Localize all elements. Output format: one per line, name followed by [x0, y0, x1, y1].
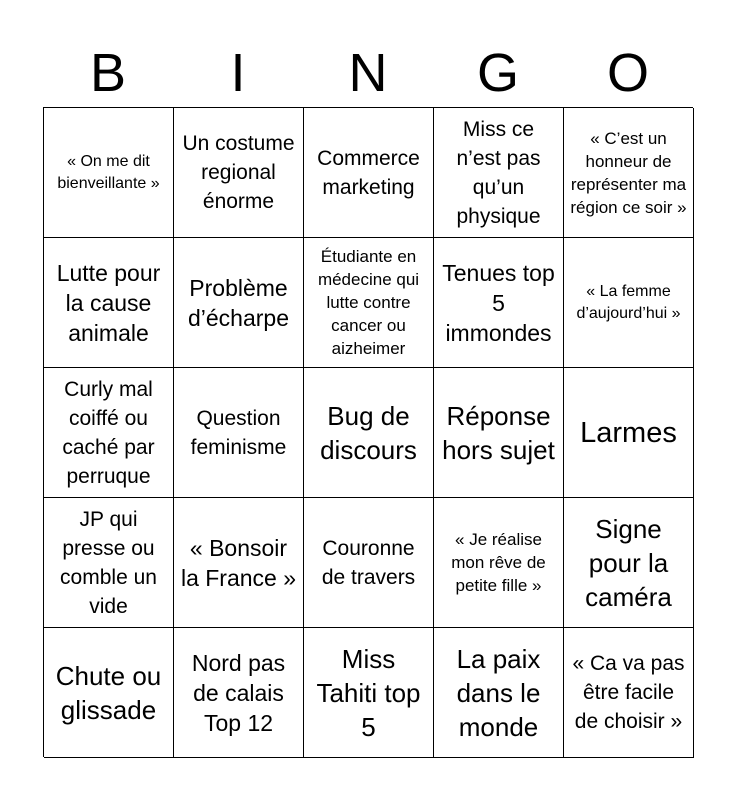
bingo-cell-r2c5[interactable]	[564, 238, 694, 368]
cell-text: Un costume regional énorme	[182, 132, 295, 213]
bingo-cell-r2c3[interactable]	[304, 238, 434, 368]
cell-text: Tenues top 5 immondes	[442, 259, 555, 346]
cell-text: La paix dans le monde	[456, 643, 541, 742]
header-letter-n: N	[348, 43, 388, 103]
cell-text: « On me dit bienveillante »	[57, 152, 160, 192]
bingo-header	[43, 38, 693, 108]
cell-text: « Bonsoir la France »	[180, 534, 297, 591]
bingo-cell-r4c1[interactable]	[44, 498, 174, 628]
bingo-board	[43, 107, 693, 757]
bingo-cell-r3c4[interactable]	[434, 368, 564, 498]
header-letter-i: I	[230, 43, 246, 103]
cell-text: Larmes	[580, 416, 677, 449]
cell-text: JP qui presse ou comble un vide	[60, 507, 157, 618]
header-letter-o: O	[606, 43, 649, 103]
cell-text: Couronne de travers	[321, 536, 416, 589]
bingo-cell-r3c2[interactable]	[174, 368, 304, 498]
cell-text: Étudiante en médecine qui lutte contre cancer ou aizheimer	[317, 247, 420, 358]
cell-text: Bug de discours	[320, 400, 417, 465]
bingo-cell-r2c4[interactable]	[434, 238, 564, 368]
bingo-cell-r1c4[interactable]	[434, 108, 564, 238]
cell-text: Commerce marketing	[317, 146, 420, 199]
cell-text: Signe pour la caméra	[585, 513, 672, 612]
bingo-cell-r4c3[interactable]	[304, 498, 434, 628]
bingo-cell-r1c2[interactable]	[174, 108, 304, 238]
cell-text: Curly mal coiffé ou caché par perruque	[62, 377, 155, 488]
cell-text: « La femme d’aujourd’hui »	[576, 282, 681, 322]
bingo-cell-r3c5[interactable]	[564, 368, 694, 498]
bingo-cell-r5c1[interactable]	[44, 628, 174, 758]
bingo-cell-r5c3[interactable]	[304, 628, 434, 758]
cell-text: Question feminisme	[190, 406, 287, 459]
bingo-cell-r2c1[interactable]	[44, 238, 174, 368]
bingo-cell-r1c3[interactable]	[304, 108, 434, 238]
bingo-cell-r2c2[interactable]	[174, 238, 304, 368]
bingo-cell-r4c4[interactable]	[434, 498, 564, 628]
cell-text: « C’est un honneur de représenter ma région ce soir »	[570, 128, 687, 217]
cell-text: Chute ou glissade	[55, 660, 162, 725]
cell-text: « Je réalise mon rêve de petite fille »	[451, 530, 546, 595]
bingo-cell-r1c1[interactable]	[44, 108, 174, 238]
bingo-cell-r5c2[interactable]	[174, 628, 304, 758]
bingo-cell-r4c2[interactable]	[174, 498, 304, 628]
bingo-cell-r1c5[interactable]	[564, 108, 694, 238]
header-letter-g: G	[476, 43, 519, 103]
bingo-cell-r5c5[interactable]	[564, 628, 694, 758]
bingo-cell-r3c1[interactable]	[44, 368, 174, 498]
cell-text: Problème d’écharpe	[187, 274, 290, 331]
bingo-cell-r4c5[interactable]	[564, 498, 694, 628]
cell-text: Nord pas de calais Top 12	[191, 649, 286, 736]
header-letter-b: B	[89, 43, 127, 103]
cell-text: Miss ce n’est pas qu’un physique	[456, 117, 541, 228]
cell-text: Lutte pour la cause animale	[56, 259, 161, 346]
bingo-cell-r3c3[interactable]	[304, 368, 434, 498]
cell-text: Miss Tahiti top 5	[316, 643, 421, 742]
cell-text: « Ca va pas être facile de choisir »	[572, 652, 685, 733]
cell-text: Réponse hors sujet	[442, 400, 555, 465]
bingo-cell-r5c4[interactable]	[434, 628, 564, 758]
